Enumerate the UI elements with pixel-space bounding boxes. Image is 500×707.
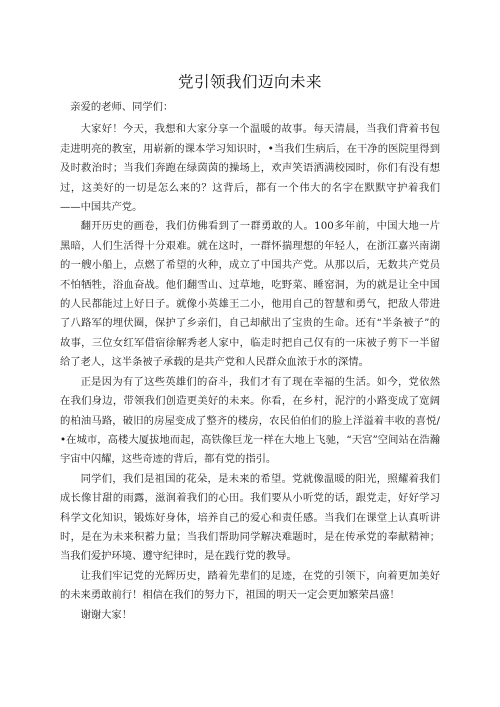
paragraph-present: 正是因为有了这些英雄们的奋斗，我们才有了现在幸福的生活。如今，党依然在我们身边，带领我们创造更美好的未来。你看，在乡村，泥泞的小路变成了宽阔的柏油马路，破旧的房屋变成了整齐的楼房，农民伯伯们的脸上洋溢着丰收的喜悦/•在城市，高楼大厦拔地而起，高铁像巨龙一样在大地上飞驰，“天宫”空间站在浩瀚宇宙中闪耀，这些奇迹的背后，都有党的指引。 bbox=[60, 375, 440, 466]
greeting-line: 亲爱的老师、同学们： bbox=[70, 101, 174, 113]
paragraph-students: 同学们，我们是祖国的花朵，是未来的希望。党就像温暖的阳光，照耀着我们成长像甘甜的雨露，滋润着我们的心田。我们要从小听党的话，跟党走，好好学习科学文化知识，锻炼好身体，培养自己的爱心和责任感。当我们在课堂上认真听讲时，是在为未来积蓄力量；当我们帮助同学解决难题时，是在传承党的奉献精神；当我们爱护环境、遵守纪律时，是在践行党的教导。 bbox=[60, 472, 440, 563]
paragraph-call-to-action: 让我们牢记党的光辉历史，踏着先辈们的足迹，在党的引领下，向着更加美好的未来勇敢前行！相信在我们的努力下，祖国的明天一定会更加繁荣昌盛！ bbox=[60, 569, 440, 602]
document-body bbox=[60, 98, 440, 625]
closing-line: 谢谢大家！ bbox=[80, 608, 133, 621]
paragraph-history: 翻开历史的画卷，我们仿佛看到了一群勇敢的人。100多年前，中国大地一片黑暗，人们生活得十分艰难。就在这时，一群怀揣理想的年轻人，在浙江嘉兴南湖的一艘小船上，点燃了希望的火种，成立了中国共产党。从那以后，无数共产党员不怕牺牲，浴血奋战。他们翻雪山、过草地，吃野菜、睡窑洞，为的就是让全中国的人民都能过上好日子。就像小英雄王二小，他用自己的智慧和勇气，把敌人带进了八路军的埋伏圈，保护了乡亲们，自己却献出了宝贵的生命。还有“半条被子”的故事，三位女红军借宿徐解秀老人家中，临走时把自己仅有的一床被子剪下一半留给了老人，这半条被子承载的是共产党和人民群众血浓于水的深情。 bbox=[60, 220, 440, 369]
paragraph-intro: 大家好！今天，我想和大家分享一个温暖的故事。每天清晨，当我们背着书包走进明亮的教室，用崭新的课本学习知识时，•当我们生病后，在干净的医院里得到及时救治时；当我们奔跑在绿茵茵的操场上，欢声笑语洒满校园时，你们有没有想过，这美好的一切是怎么来的？这背后，都有一个伟大的名字在默默守护着我们——中国共产党。 bbox=[60, 123, 440, 214]
document-title: 党引领我们迈向未来 bbox=[177, 73, 322, 91]
